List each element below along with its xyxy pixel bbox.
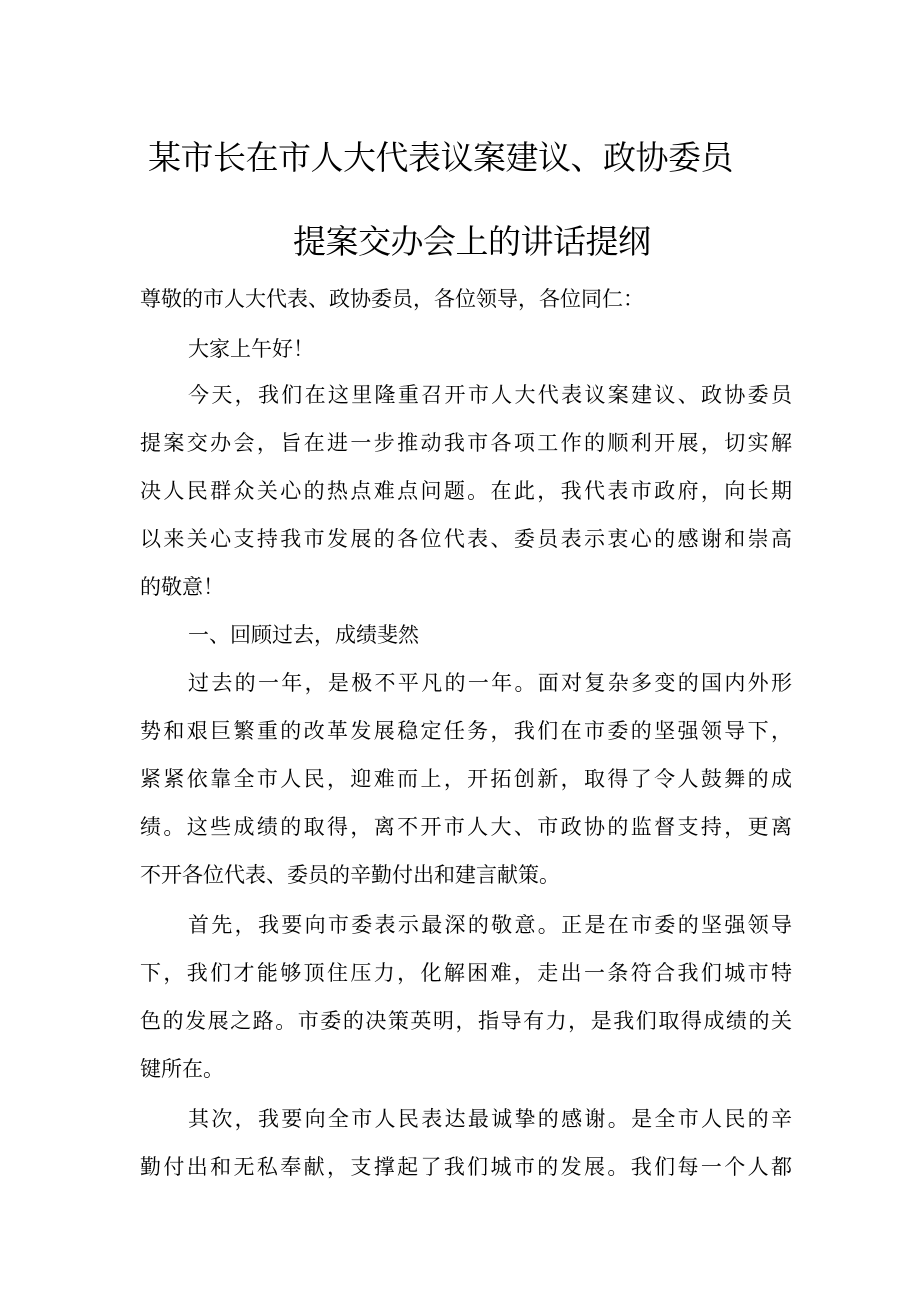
paragraph-line: 决人民群众关心的热点难点问题。在此，我代表市政府，向长期 — [140, 479, 792, 503]
paragraph-line: 勤付出和无私奉献，支撑起了我们城市的发展。我们每一个人都 — [140, 1155, 792, 1179]
paragraph-line: 色的发展之路。市委的决策英明，指导有力，是我们取得成绩的关 — [140, 1009, 792, 1033]
paragraph-line: 过去的一年，是极不平凡的一年。面对复杂多变的国内外形 — [188, 671, 792, 695]
paragraph-line: 今天，我们在这里隆重召开市人大代表议案建议、政协委员 — [188, 383, 792, 407]
section-heading: 一、回顾过去，成绩斐然 — [188, 623, 419, 647]
paragraph-line: 不开各位代表、委员的辛勤付出和建言献策。 — [140, 863, 560, 887]
paragraph-line: 的敬意！ — [140, 575, 224, 599]
paragraph-line: 键所在。 — [140, 1057, 224, 1081]
document-title-line-2: 提案交办会上的讲话提纲 — [293, 222, 651, 261]
paragraph-line: 首先，我要向市委表示最深的敬意。正是在市委的坚强领导 — [188, 913, 792, 937]
paragraph-line: 下，我们才能够顶住压力，化解困难，走出一条符合我们城市特 — [140, 961, 792, 985]
document-title-line-1: 某市长在市人大代表议案建议、政协委员 — [148, 138, 733, 177]
paragraph-line: 其次，我要向全市人民表达最诚挚的感谢。是全市人民的辛 — [188, 1107, 792, 1131]
paragraph-line: 绩。这些成绩的取得，离不开市人大、市政协的监督支持，更离 — [140, 815, 792, 839]
greeting-line: 大家上午好！ — [188, 337, 314, 361]
salutation-line: 尊敬的市人大代表、政协委员，各位领导，各位同仁： — [140, 287, 644, 311]
paragraph-line: 提案交办会，旨在进一步推动我市各项工作的顺利开展，切实解 — [140, 431, 792, 455]
paragraph-line: 以来关心支持我市发展的各位代表、委员表示衷心的感谢和崇高 — [140, 527, 792, 551]
paragraph-line: 紧紧依靠全市人民，迎难而上，开拓创新，取得了令人鼓舞的成 — [140, 767, 792, 791]
paragraph-line: 势和艰巨繁重的改革发展稳定任务，我们在市委的坚强领导下， — [140, 719, 792, 743]
